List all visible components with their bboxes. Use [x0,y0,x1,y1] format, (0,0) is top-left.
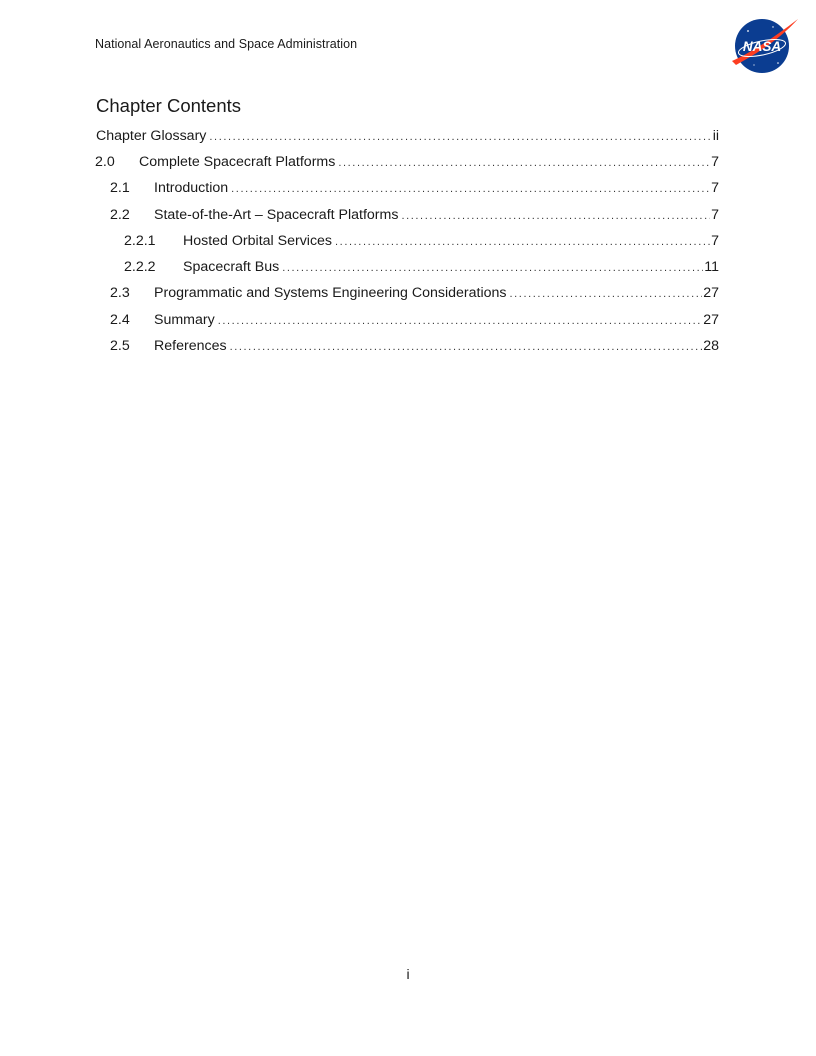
table-of-contents [0,0,816,400]
toc-leader-dots [230,338,703,356]
toc-entry-number: 2.0 [95,154,115,170]
toc-entry-number: 2.2.2 [124,259,156,275]
toc-entry-page: 27 [703,285,719,301]
toc-entry-2-2-2[interactable] [124,258,719,276]
toc-entry-2-5[interactable] [110,337,719,355]
toc-entry-number: 2.4 [110,312,130,328]
toc-entry-number: 2.2 [110,207,130,223]
toc-leader-dots [282,259,703,277]
toc-entry-page: ii [712,128,719,144]
page-header-text: National Aeronautics and Space Administration [95,37,358,51]
toc-entry-chapter-glossary[interactable] [96,127,719,145]
toc-entry-number: 2.5 [110,338,130,354]
toc-entry-page: 27 [703,312,719,328]
toc-leader-dots [218,312,703,330]
toc-entry-2-2[interactable] [110,206,719,224]
nasa-logo-text: NASA [742,39,782,54]
toc-leader-dots [338,154,710,172]
toc-entry-page: 11 [704,259,719,275]
toc-entry-2-0[interactable] [95,153,719,171]
toc-entry-label: References [154,338,227,354]
toc-entry-label: Summary [154,312,215,328]
toc-leader-dots [231,180,710,198]
toc-entry-number: 2.2.1 [124,233,156,249]
toc-entry-2-2-1[interactable] [124,232,719,250]
toc-entry-label: Spacecraft Bus [183,259,280,275]
toc-entry-2-3[interactable] [110,284,719,302]
toc-entry-label: State-of-the-Art – Spacecraft Platforms [154,207,399,223]
toc-entry-2-4[interactable] [110,311,719,329]
toc-leader-dots [335,233,710,251]
toc-entry-label: Hosted Orbital Services [183,233,333,249]
toc-entry-page: 7 [711,233,719,249]
page-number: i [406,966,410,982]
toc-entry-page: 7 [711,207,719,223]
toc-entry-label: Complete Spacecraft Platforms [139,154,336,170]
chapter-title: Chapter Contents [96,95,242,116]
toc-entry-number: 2.3 [110,285,130,301]
toc-entry-label: Introduction [154,180,229,196]
toc-entry-label: Programmatic and Systems Engineering Considerations [154,285,507,301]
toc-leader-dots [401,207,710,225]
toc-leader-dots [209,128,711,146]
toc-entry-page: 28 [703,338,719,354]
toc-leader-dots [510,285,703,303]
toc-entry-page: 7 [711,154,719,170]
toc-entry-label: Chapter Glossary [96,128,207,144]
toc-entry-2-1[interactable] [110,179,719,197]
toc-entry-number: 2.1 [110,180,130,196]
toc-entry-page: 7 [711,180,719,196]
